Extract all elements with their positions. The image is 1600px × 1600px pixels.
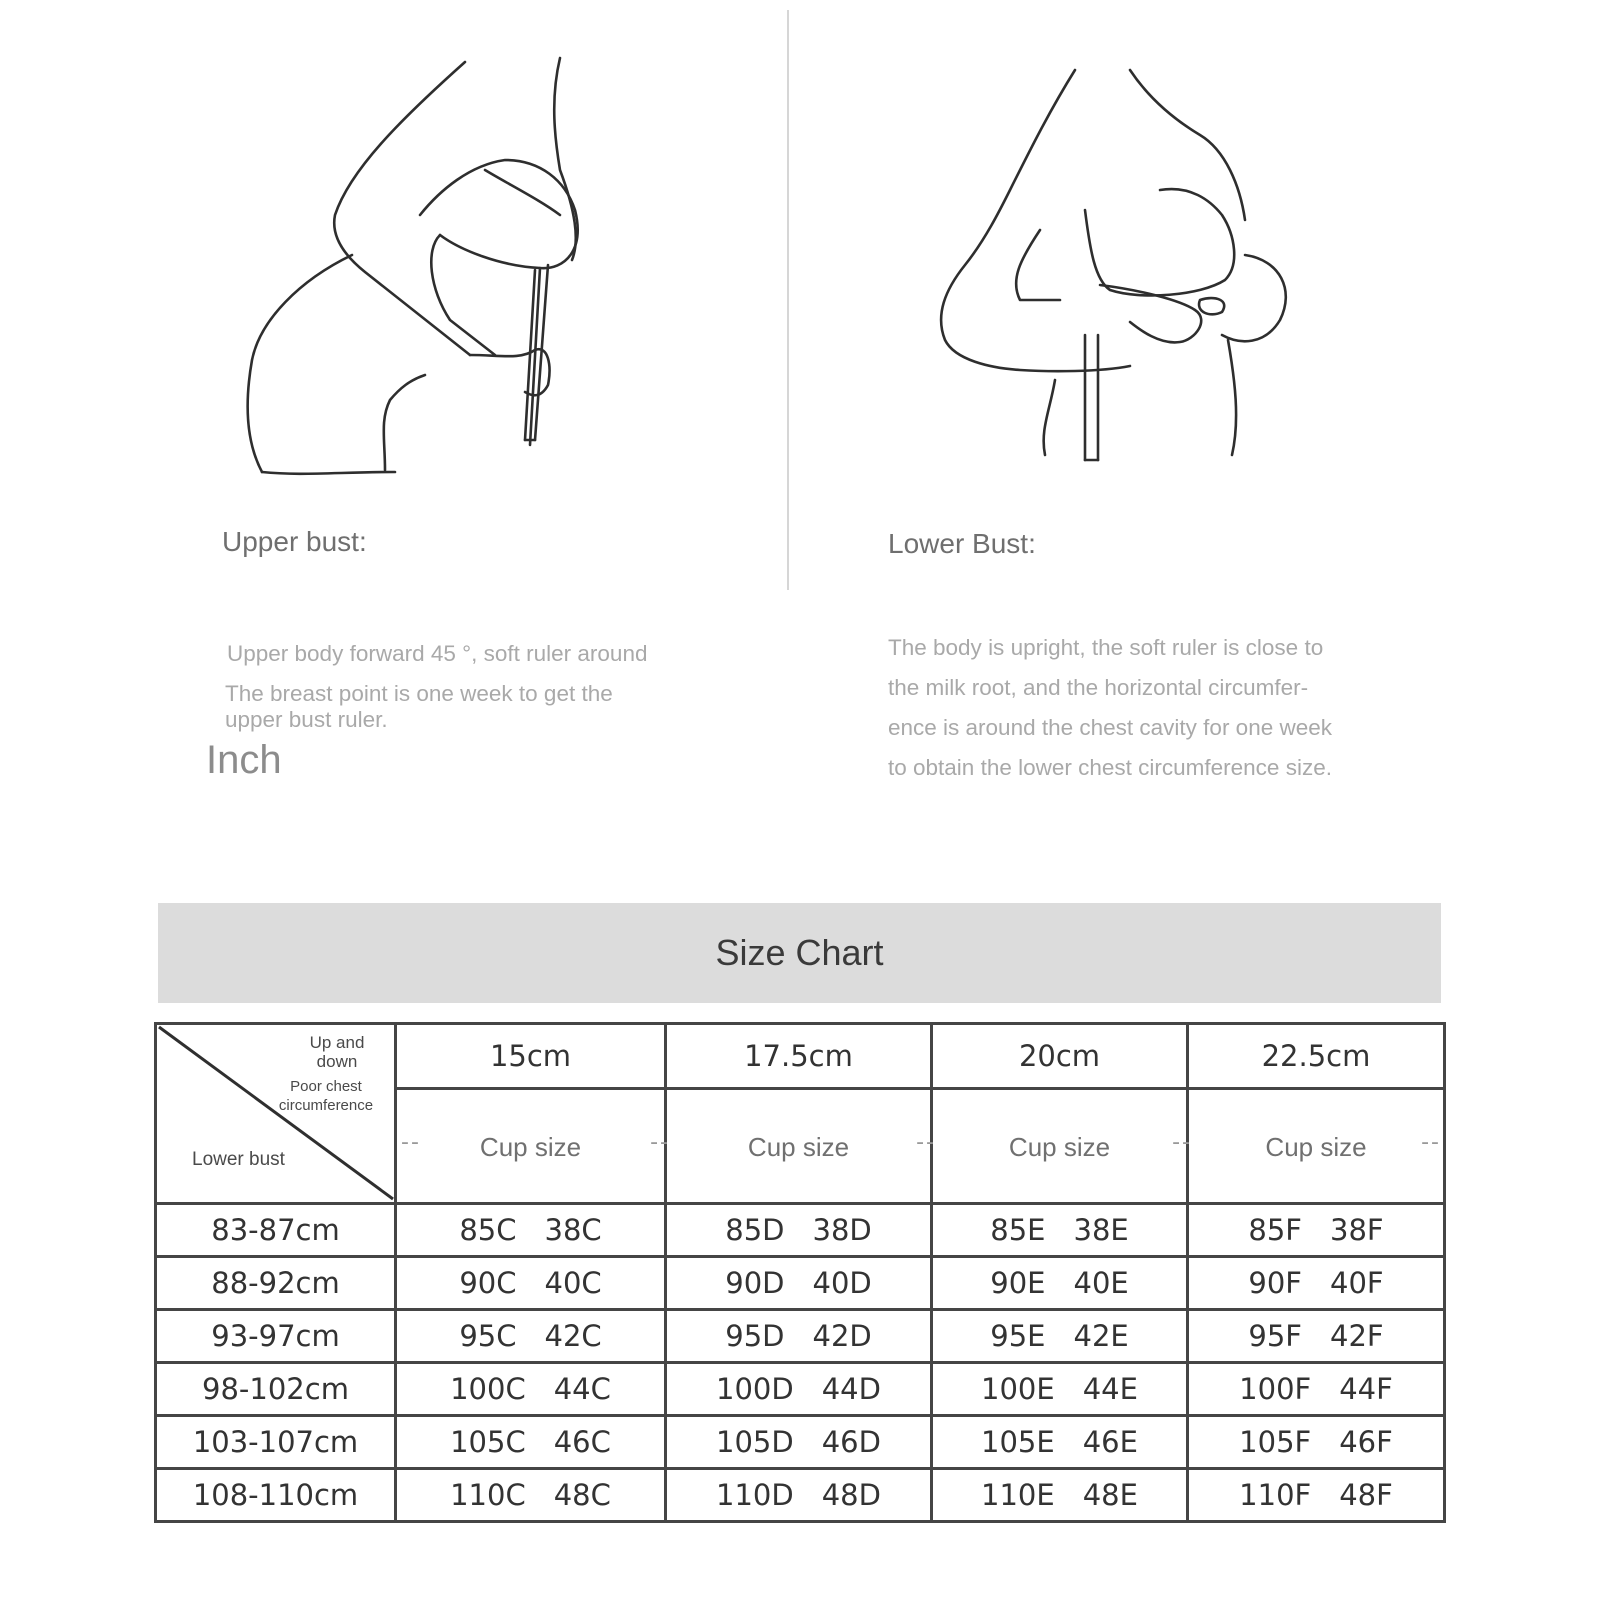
- size-chart-title: Size Chart: [715, 932, 884, 973]
- lower-bust-cell: 88-92cm: [156, 1257, 396, 1310]
- size-cell: 90C 40C: [396, 1257, 666, 1310]
- size-chart-table: [154, 1022, 1446, 1523]
- cup-size-header: -- Cup size: [932, 1089, 1188, 1204]
- lower-bust-cell: 93-97cm: [156, 1310, 396, 1363]
- size-cell: 110E 48E: [932, 1469, 1188, 1522]
- unit-label: Inch: [206, 738, 282, 782]
- lower-bust-desc-line-4: to obtain the lower chest circumference size.: [888, 755, 1332, 780]
- lower-bust-cell: 103-107cm: [156, 1416, 396, 1469]
- lower-bust-desc-line-1: The body is upright, the soft ruler is close to: [888, 635, 1324, 660]
- table-row: [156, 1363, 1445, 1416]
- lower-bust-desc-line-3: ence is around the chest cavity for one week: [888, 715, 1333, 740]
- col-header-15cm: 15cm: [396, 1024, 666, 1089]
- corner-label-poor-chest: Poor chest circumference: [278, 1078, 374, 1114]
- size-cell: 100C 44C: [396, 1363, 666, 1416]
- upper-bust-desc-line-1: Upper body forward 45 °, soft ruler around: [227, 641, 648, 666]
- size-cell: 95F 42F: [1188, 1310, 1445, 1363]
- col-header-22-5cm: 22.5cm: [1188, 1024, 1445, 1089]
- size-cell: 105D 46D: [666, 1416, 932, 1469]
- size-cell: 85C 38C: [396, 1204, 666, 1257]
- size-cell: 105E 46E: [932, 1416, 1188, 1469]
- col-header-20cm: 20cm: [932, 1024, 1188, 1089]
- lower-bust-cell: 108-110cm: [156, 1469, 396, 1522]
- lower-bust-heading: Lower Bust:: [888, 528, 1036, 559]
- upper-bust-heading: Upper bust:: [222, 526, 367, 557]
- cup-size-header: Cup size --: [1188, 1089, 1445, 1204]
- corner-label-up-down: Up and down: [309, 1033, 365, 1071]
- measurement-illustrations: [0, 0, 1600, 520]
- size-cell: 105C 46C: [396, 1416, 666, 1469]
- table-corner-cell: [156, 1024, 396, 1204]
- cup-size-header: -- Cup size: [666, 1089, 932, 1204]
- section-divider: [787, 10, 789, 590]
- size-cell: 110D 48D: [666, 1469, 932, 1522]
- size-cell: 85D 38D: [666, 1204, 932, 1257]
- lower-bust-cell: 83-87cm: [156, 1204, 396, 1257]
- size-cell: 105F 46F: [1188, 1416, 1445, 1469]
- table-row: [156, 1416, 1445, 1469]
- size-cell: 95E 42E: [932, 1310, 1188, 1363]
- size-cell: 90D 40D: [666, 1257, 932, 1310]
- size-cell: 90E 40E: [932, 1257, 1188, 1310]
- upper-bust-desc-line-2: The breast point is one week to get the: [225, 681, 613, 706]
- col-header-17-5cm: 17.5cm: [666, 1024, 932, 1089]
- upper-bust-desc-line-3: upper bust ruler.: [225, 707, 388, 732]
- lower-bust-figure-icon: [941, 70, 1286, 460]
- lower-bust-cell: 98-102cm: [156, 1363, 396, 1416]
- table-row: [156, 1310, 1445, 1363]
- size-cell: 85E 38E: [932, 1204, 1188, 1257]
- upper-bust-figure-icon: [248, 58, 578, 474]
- size-cell: 90F 40F: [1188, 1257, 1445, 1310]
- table-row: [156, 1204, 1445, 1257]
- size-cell: 100D 44D: [666, 1363, 932, 1416]
- lower-bust-desc-line-2: the milk root, and the horizontal circumfer-: [888, 675, 1309, 700]
- size-cell: 85F 38F: [1188, 1204, 1445, 1257]
- size-cell: 95C 42C: [396, 1310, 666, 1363]
- size-cell: 95D 42D: [666, 1310, 932, 1363]
- corner-label-lower-bust: Lower bust: [192, 1149, 285, 1170]
- size-chart-banner: [158, 903, 1441, 1003]
- table-row: [156, 1257, 1445, 1310]
- size-cell: 100F 44F: [1188, 1363, 1445, 1416]
- table-row: [156, 1469, 1445, 1522]
- size-cell: 100E 44E: [932, 1363, 1188, 1416]
- size-cell: 110F 48F: [1188, 1469, 1445, 1522]
- size-cell: 110C 48C: [396, 1469, 666, 1522]
- cup-size-header: -- Cup size --: [396, 1089, 666, 1204]
